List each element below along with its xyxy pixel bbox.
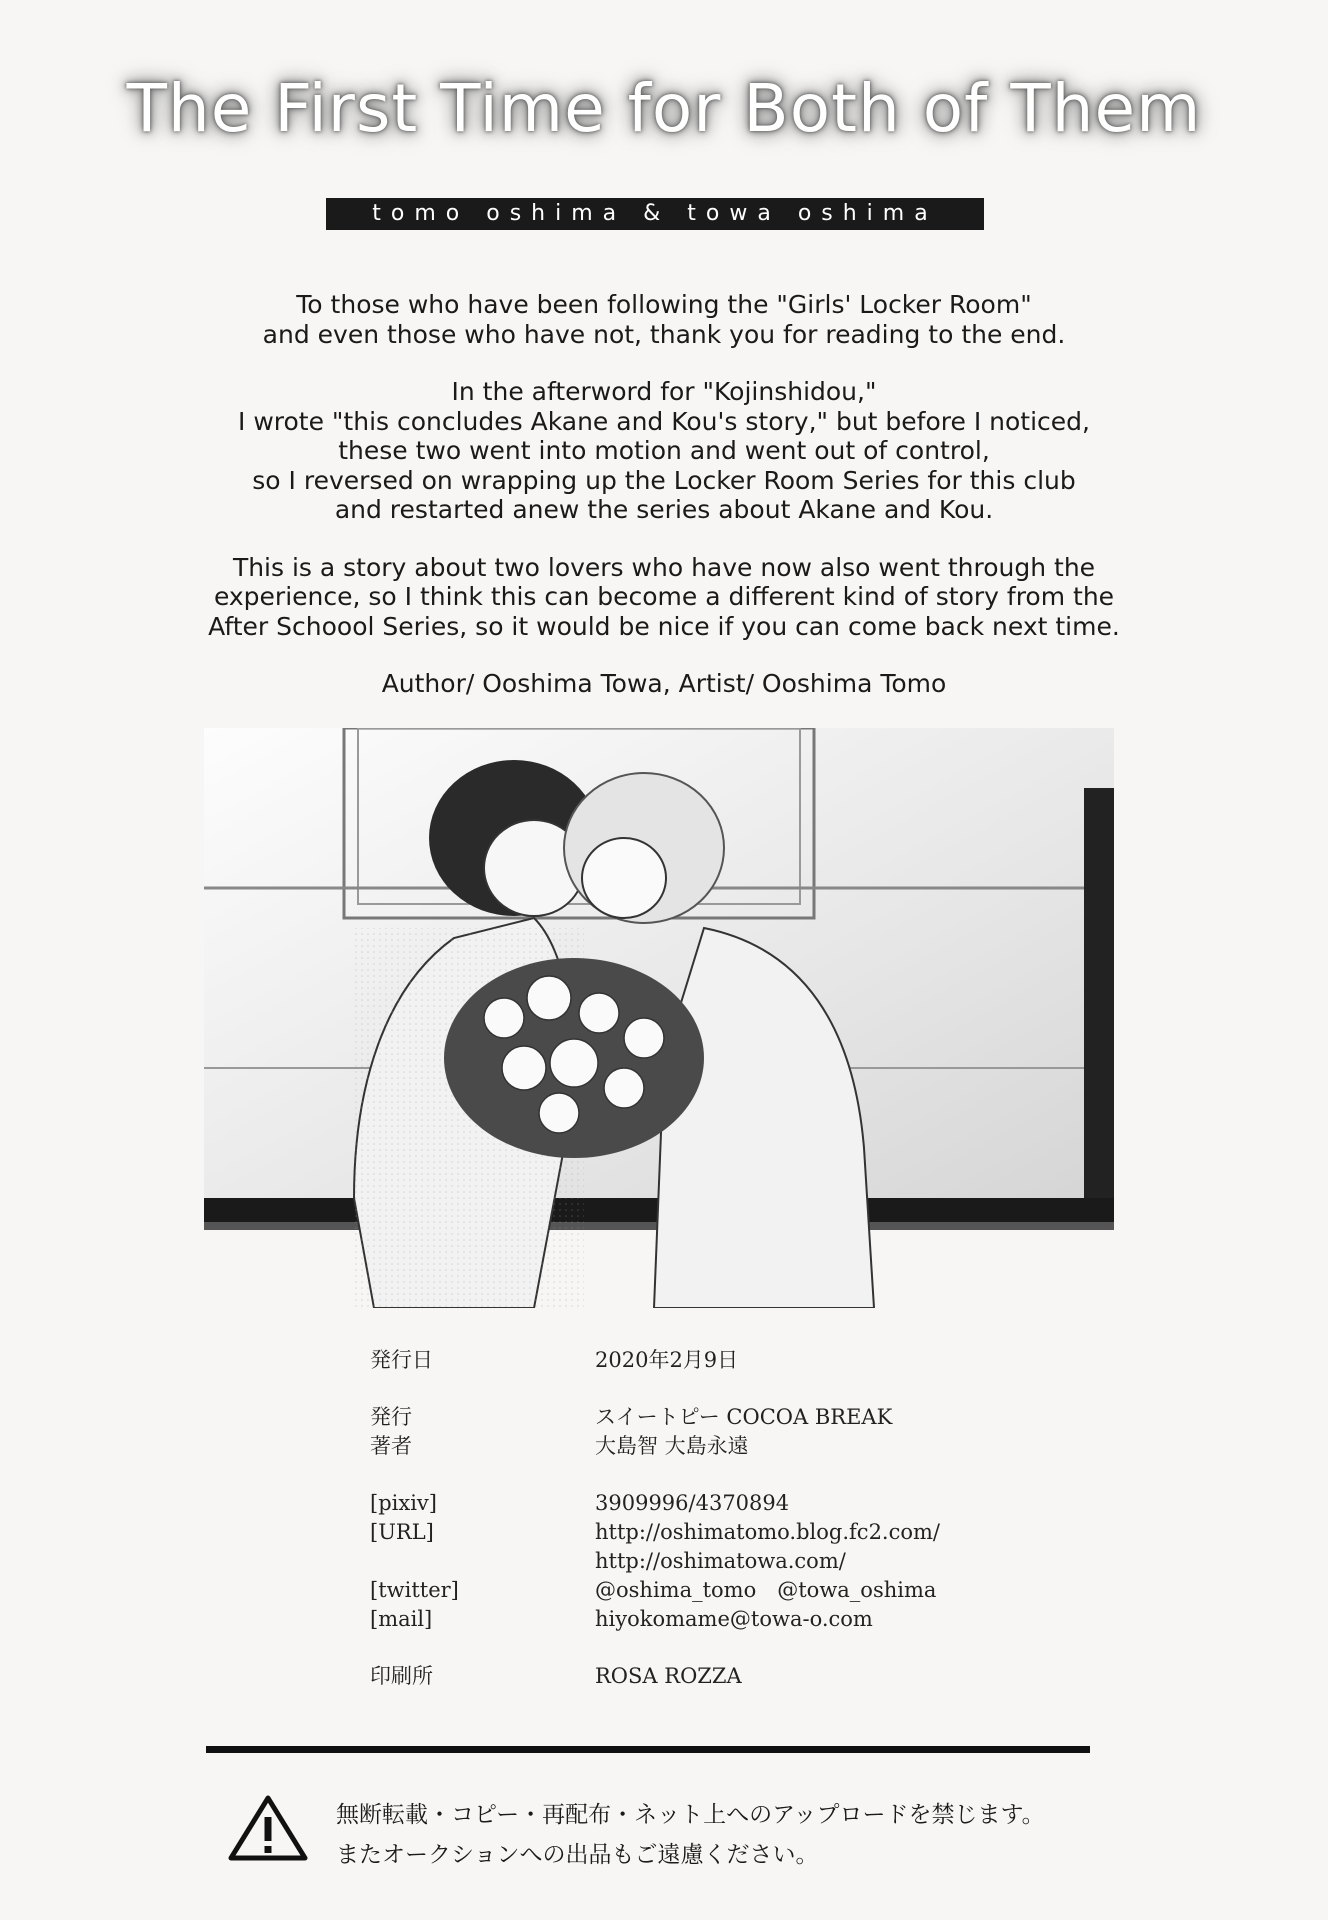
notice [336, 1795, 1136, 1875]
authors-value: 大島智 大島永遠 [595, 1434, 749, 1458]
page-title: The First Time for Both of Them [126, 70, 1202, 147]
pixiv-label: [pixiv] [370, 1491, 437, 1515]
printer-value: ROSA ROZZA [595, 1664, 742, 1688]
colophon-row-url-2 [370, 1547, 1070, 1576]
colophon-row-issue-date [370, 1346, 1070, 1375]
authors-label: 著者 [370, 1434, 412, 1458]
twitter-value: @oshima_tomo @towa_oshima [595, 1578, 937, 1602]
publisher-label: 発行 [370, 1405, 412, 1429]
colophon-row-mail [370, 1605, 1070, 1634]
divider [206, 1746, 1090, 1753]
colophon-row-authors [370, 1432, 1070, 1461]
colophon-row-pixiv [370, 1489, 1070, 1518]
colophon-row-twitter [370, 1576, 1070, 1605]
url-value-1[interactable]: http://oshimatomo.blog.fc2.com/ [595, 1520, 940, 1544]
colophon-row-url [370, 1518, 1070, 1547]
afterword-paragraph-1: To those who have been following the "Girls' Locker Room" and even those who have not, thank you for reading to the end. [262, 290, 1066, 349]
publisher-value: スイートピー COCOA BREAK [595, 1405, 893, 1429]
afterword [100, 290, 1228, 727]
illustration [204, 728, 1114, 1308]
colophon-row-publisher [370, 1403, 1070, 1432]
pixiv-value: 3909996/4370894 [595, 1491, 790, 1515]
colophon [370, 1346, 1070, 1691]
author-line: Author/ Ooshima Towa, Artist/ Ooshima Tomo [381, 669, 947, 698]
twitter-label: [twitter] [370, 1578, 459, 1602]
credit-bar: tomo oshima & towa oshima [326, 198, 984, 230]
url-label: [URL] [370, 1520, 434, 1544]
printer-label: 印刷所 [370, 1664, 433, 1688]
url-value-2[interactable]: http://oshimatowa.com/ [595, 1549, 846, 1573]
afterword-paragraph-3: This is a story about two lovers who have now also went through the experience, so I think this can become a different kind of story from the After Schoool Series, so it would be nice if you can come back next time. [208, 552, 1120, 641]
issue-date-value: 2020年2月9日 [595, 1348, 739, 1372]
afterword-paragraph-2: In the afterword for "Kojinshidou," I wrote "this concludes Akane and Kou's story," but before I noticed, these two went into motion and went out of control, so I reversed on wrapping up the Locker Room Series for this club and restarted anew the series about Akane and Kou. [238, 377, 1090, 524]
notice-line-1: 無断転載・コピー・再配布・ネット上へのアップロードを禁じます。 [336, 1802, 1045, 1828]
mail-value[interactable]: hiyokomame@towa-o.com [595, 1607, 873, 1631]
colophon-row-printer [370, 1662, 1070, 1691]
warning-icon [228, 1795, 308, 1861]
notice-line-2: またオークションへの出品もご遠慮ください。 [336, 1842, 819, 1868]
issue-date-label: 発行日 [370, 1348, 433, 1372]
mail-label: [mail] [370, 1607, 433, 1631]
